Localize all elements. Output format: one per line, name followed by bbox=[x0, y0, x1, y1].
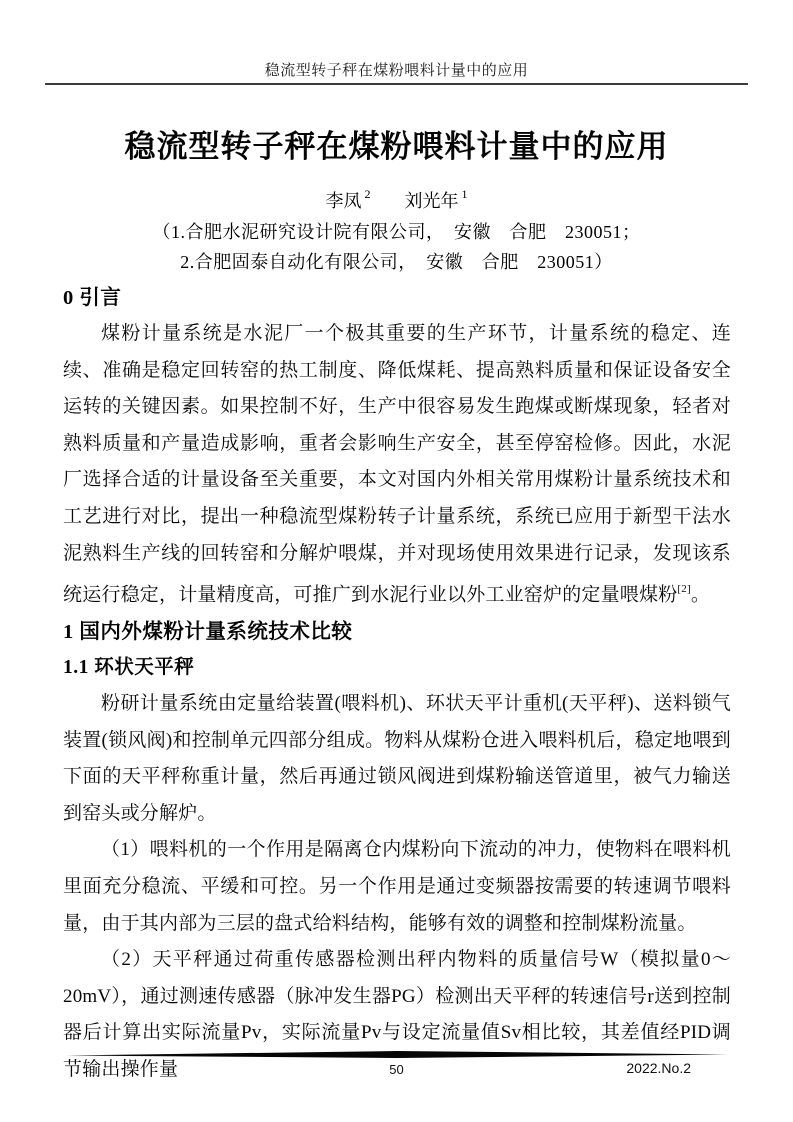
section-heading-comparison: 1 国内外煤粉计量系统技术比较 bbox=[63, 621, 353, 644]
article-title: 稳流型转子秤在煤粉喂料计量中的应用 bbox=[124, 129, 669, 164]
affiliations bbox=[0, 217, 793, 277]
introduction-paragraph bbox=[63, 316, 731, 614]
article-body bbox=[63, 280, 731, 1089]
section-heading-introduction: 0 引言 bbox=[63, 287, 122, 309]
introduction-text: 煤粉计量系统是水泥厂一个极其重要的生产环节，计量系统的稳定、连续、准确是稳定回转窑的热工制度、降低煤耗、提高熟料质量和保证设备安全运转的关键因素。如果控制不好，生产中很容易发生跑煤或断煤现象，轻者对熟料质量和产量造成影响，重者会影响生产安全，甚至停窑检修。因此，水泥厂选择合适的计量设备至关重要，本文对国内外相关常用煤粉计量系统技术和工艺进行对比，提出一种稳流型煤粉转子计量系统，系统已应用于新型干法水泥熟料生产线的回转窑和分解炉喂煤，并对现场使用效果进行记录，发现该系统运行稳定，计量精度高，可推广到水泥行业以外工业窑炉的定量喂煤粉 bbox=[63, 323, 731, 606]
citation-reference: [2] bbox=[677, 583, 691, 596]
page-number: 50 bbox=[389, 1062, 404, 1077]
affiliation-line-1: （1.合肥水泥研究设计院有限公司， 安徽 合肥 230051； bbox=[152, 222, 641, 242]
author-2-superscript: 1 bbox=[461, 187, 468, 201]
author-1-name: 李凤 bbox=[325, 191, 362, 211]
author-line bbox=[0, 187, 793, 213]
ring-balance-paragraph-1: 粉研计量系统由定量给装置(喂料机)、环状天平计重机(天平秤)、送料锁气装置(锁风阀)和控制单元四部分组成。物料从煤粉仓进入喂料机后，稳定地喂到下面的天平秤称重计量，然后再通过锁风阀进到煤粉输送管道里，被气力输送到窑头或分解炉。 bbox=[63, 693, 731, 824]
author-2-name: 刘光年 bbox=[404, 191, 459, 211]
running-header-title: 稳流型转子秤在煤粉喂料计量中的应用 bbox=[264, 63, 529, 79]
ring-balance-paragraph-2: （1）喂料机的一个作用是隔离仓内煤粉向下流动的冲力，使物料在喂料机里面充分稳流、平缓和可控。另一个作用是通过变频器按需要的转速调节喂料量，由于其内部为三层的盘式给料结构，能够有效的调整和控制煤粉流量。 bbox=[63, 839, 731, 934]
footer-rule bbox=[66, 1051, 728, 1058]
author-1-superscript: 2 bbox=[364, 187, 371, 201]
header-rule bbox=[45, 83, 748, 85]
issue-label: 2022.No.2 bbox=[626, 1060, 691, 1076]
affiliation-line-2: 2.合肥固泰自动化有限公司， 安徽 合肥 230051） bbox=[180, 252, 613, 272]
introduction-text-end: 。 bbox=[690, 584, 711, 606]
ring-balance-paragraph-3: （2）天平秤通过荷重传感器检测出秤内物料的质量信号W（模拟量0～20mV），通过测速传感器（脉冲发生器PG）检测出天平秤的转速信号r送到控制器后计算出实际流量Pv，实际流量Pv与设定流量值Sv相比较，其差值经PID调节输出操作量 bbox=[63, 949, 731, 1081]
author-1 bbox=[325, 187, 371, 211]
author-2 bbox=[404, 187, 468, 211]
subsection-heading-ring-balance: 1.1 环状天平秤 bbox=[63, 657, 195, 679]
